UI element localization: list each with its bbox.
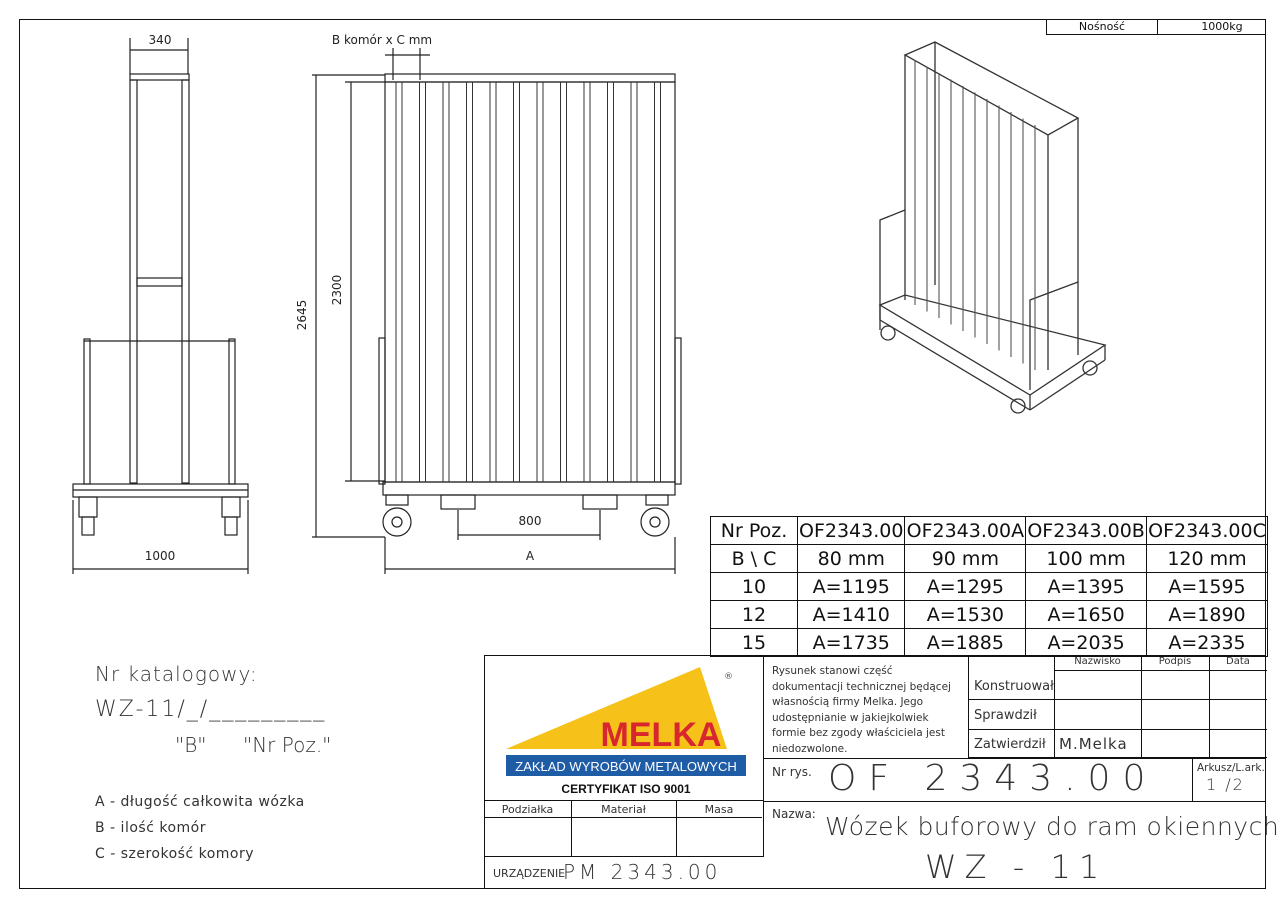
spec-cell: A=1195 bbox=[798, 573, 905, 601]
hdr-sign: Podpis bbox=[1158, 656, 1192, 667]
front-view bbox=[295, 30, 700, 590]
certificate: CERTYFIKAT ISO 9001 bbox=[561, 782, 691, 796]
name-label: Nazwa: bbox=[772, 807, 816, 821]
spec-cell: 10 bbox=[711, 573, 798, 601]
spec-header-pos: Nr Poz. bbox=[711, 517, 798, 545]
table-row bbox=[711, 601, 1268, 629]
props-grid bbox=[484, 801, 764, 857]
spec-header-ofc: OF2343.00C bbox=[1146, 517, 1267, 545]
dim-A: A bbox=[525, 549, 535, 563]
company-name: ZAKŁAD WYROBÓW METALOWYCH bbox=[515, 759, 737, 774]
logo-text: MELKA bbox=[600, 716, 722, 754]
spec-sub-100: 100 mm bbox=[1026, 545, 1147, 573]
ownership-notice: Rysunek stanowi część dokumentacji technicznej będącej własnością firmy Melka. Jego udostępnianie w jakiejkolwiek formie bez zgody właściciela jest niedozwolone. bbox=[772, 665, 951, 755]
note-a: A - długość całkowita wózka bbox=[95, 794, 305, 810]
capacity-value: 1000kg bbox=[1201, 20, 1243, 33]
role-approve: Zatwierdził bbox=[974, 737, 1046, 752]
dim-2645: 2645 bbox=[295, 299, 309, 331]
table-row bbox=[711, 629, 1268, 657]
spec-cell: A=1885 bbox=[905, 629, 1026, 657]
spec-header-of: OF2343.00 bbox=[798, 517, 905, 545]
device-label: URZĄDZENIE bbox=[493, 867, 566, 880]
spec-cell: A=1395 bbox=[1026, 573, 1147, 601]
dim-1000: 1000 bbox=[144, 549, 176, 563]
spec-cell: 12 bbox=[711, 601, 798, 629]
spec-cell: A=1650 bbox=[1026, 601, 1147, 629]
spec-cell: A=1890 bbox=[1146, 601, 1267, 629]
name-line1: Wózek buforowy do ram okiennych bbox=[825, 812, 1280, 841]
table-row bbox=[711, 573, 1268, 601]
name-line2: WZ - 11 bbox=[925, 848, 1108, 886]
capacity-box bbox=[1046, 19, 1266, 35]
capacity-label: Nośność bbox=[1078, 20, 1126, 33]
col-scale: Podziałka bbox=[501, 803, 554, 816]
spec-cell: 15 bbox=[711, 629, 798, 657]
drawing-no: OF 2343.00 bbox=[828, 758, 1158, 799]
device-value: PM 2343.00 bbox=[563, 860, 722, 884]
side-view bbox=[60, 30, 260, 590]
svg-text:®: ® bbox=[724, 672, 733, 682]
role-check: Sprawdził bbox=[974, 708, 1037, 723]
catalog-title: Nr katalogowy: bbox=[95, 662, 258, 686]
spec-sub-80: 80 mm bbox=[798, 545, 905, 573]
isometric-view bbox=[860, 35, 1120, 425]
spec-cell: A=2035 bbox=[1026, 629, 1147, 657]
spec-sub-90: 90 mm bbox=[905, 545, 1026, 573]
spec-cell: A=2335 bbox=[1146, 629, 1267, 657]
catalog-legend-pos: "Nr Poz." bbox=[243, 733, 332, 757]
note-b: B - ilość komór bbox=[95, 820, 206, 836]
spec-header-ofa: OF2343.00A bbox=[905, 517, 1026, 545]
sheet-label: Arkusz/L.ark. bbox=[1197, 762, 1265, 774]
melka-logo bbox=[484, 655, 762, 799]
sheet-value: 1 /2 bbox=[1206, 775, 1245, 794]
col-mass: Masa bbox=[704, 803, 734, 816]
catalog-code: WZ-11/_/_________ bbox=[95, 697, 327, 722]
role-design: Konstruował bbox=[974, 679, 1054, 694]
spec-cell: A=1595 bbox=[1146, 573, 1267, 601]
dim-340: 340 bbox=[148, 33, 172, 47]
hdr-name: Nazwisko bbox=[1074, 656, 1121, 667]
drawing-no-label: Nr rys. bbox=[772, 765, 812, 779]
signature-table bbox=[968, 655, 1266, 758]
catalog-legend-b: "B" bbox=[175, 733, 207, 757]
dim-800: 800 bbox=[518, 514, 542, 528]
spec-table bbox=[710, 516, 1268, 657]
spec-sub-bc: B \ C bbox=[711, 545, 798, 573]
note-c: C - szerokość komory bbox=[95, 846, 255, 862]
spec-header-ofb: OF2343.00B bbox=[1026, 517, 1147, 545]
dim-bc: B komór x C mm bbox=[331, 33, 433, 47]
spec-cell: A=1295 bbox=[905, 573, 1026, 601]
spec-sub-120: 120 mm bbox=[1146, 545, 1267, 573]
logo-area bbox=[484, 655, 764, 801]
approver-name: M.Melka bbox=[1059, 735, 1128, 753]
hdr-date: Data bbox=[1226, 656, 1250, 667]
spec-cell: A=1410 bbox=[798, 601, 905, 629]
col-material: Materiał bbox=[601, 803, 646, 816]
spec-cell: A=1530 bbox=[905, 601, 1026, 629]
dim-2300: 2300 bbox=[330, 274, 344, 306]
spec-cell: A=1735 bbox=[798, 629, 905, 657]
